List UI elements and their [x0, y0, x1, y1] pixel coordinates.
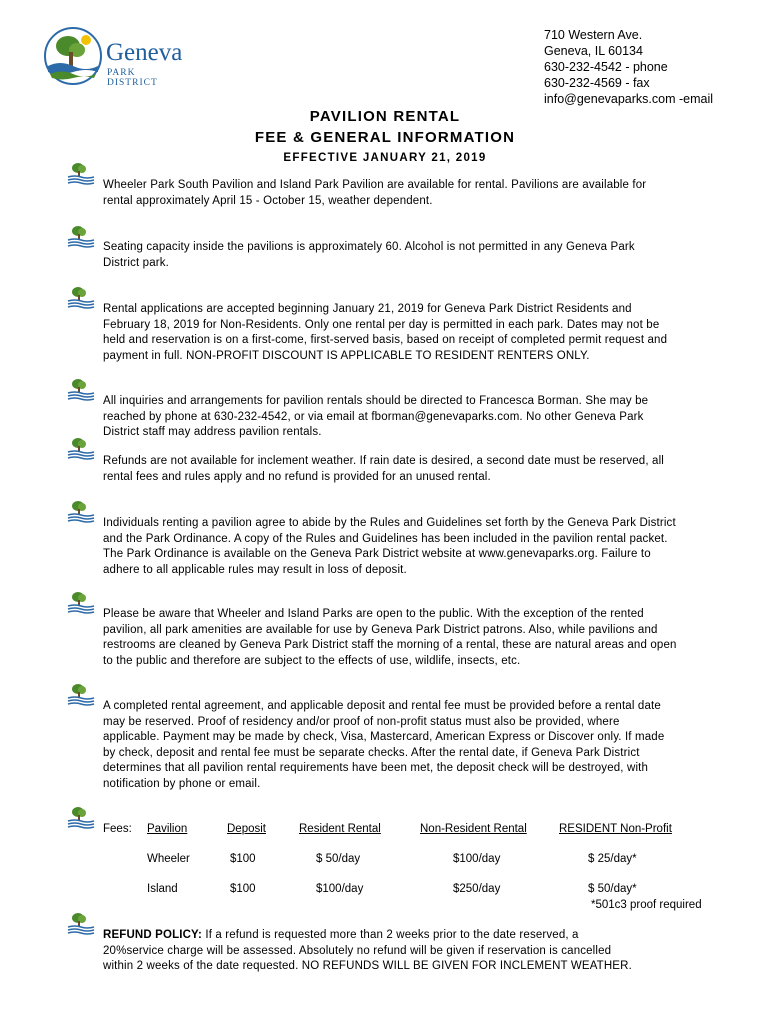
text-line: within 2 weeks of the date requested. NO REFUNDS WILL BE GIVEN FOR INCLEMENT WEATHER. [103, 960, 632, 972]
effective-date: EFFECTIVE JANUARY 21, 2019 [283, 152, 487, 164]
tree-bullet-icon [67, 500, 95, 524]
tree-emblem-icon [44, 26, 102, 86]
text-line: applicable. Payment may be made by check, Visa, Mastercard, American Express or Discover only. If made [103, 731, 665, 743]
tree-bullet-icon [67, 162, 95, 186]
section-public-access [103, 607, 733, 669]
header-deposit: Deposit [227, 823, 266, 835]
header-resident-rental: Resident Rental [299, 823, 381, 835]
header-non-resident-rental: Non-Resident Rental [420, 823, 527, 835]
cell-wheeler-non-resident: $100/day [453, 853, 501, 865]
section-payment [103, 699, 733, 792]
text-line: Please be aware that Wheeler and Island Parks are open to the public. With the exception of the rented [103, 608, 644, 620]
section-refunds [103, 454, 733, 485]
text-line: February 18, 2019 for Non-Residents. Only one rental per day is permitted in each park. Dates may not be [103, 318, 660, 331]
refund-policy [103, 928, 733, 975]
page-title: PAVILION RENTAL [309, 108, 461, 125]
tree-bullet-icon [67, 683, 95, 707]
geneva-park-district-logo [44, 26, 184, 88]
text-line: District park. [103, 256, 169, 269]
text-line: payment in full. NON-PROFIT DISCOUNT IS APPLICABLE TO RESIDENT RENTERS ONLY. [103, 349, 590, 362]
logo-subtitle: PARK DISTRICT [107, 68, 158, 88]
tree-bullet-icon [67, 806, 95, 830]
text-line: If a refund is requested more than 2 weeks prior to the date reserved, a [202, 929, 579, 941]
text-line: Individuals renting a pavilion agree to abide by the Rules and Guidelines set forth by the Geneva Park District [103, 517, 676, 529]
text-line: by check, deposit and rental fee must be separate checks. After the rental date, if Geneva Park District [103, 746, 640, 759]
section-seating [103, 240, 733, 271]
fax-line: 630-232-4569 - fax [544, 76, 650, 90]
cell-wheeler-resident: $ 50/day [316, 853, 361, 865]
page-subtitle: FEE & GENERAL INFORMATION [254, 129, 516, 146]
contact-block [544, 27, 713, 107]
text-line: Rental applications are accepted beginning January 21, 2019 for Geneva Park District Residents and [103, 303, 632, 315]
non-profit-note: *501c3 proof required [591, 899, 702, 911]
text-line: restrooms are cleaned by Geneva Park District staff the morning of a rental, these are natural areas and open [103, 639, 677, 651]
address-line: 710 Western Ave. [544, 28, 643, 42]
tree-bullet-icon [67, 591, 95, 615]
section-availability [103, 178, 733, 209]
cell-island-non-resident: $250/day [453, 883, 501, 895]
tree-bullet-icon [67, 437, 95, 461]
header-resident-non-profit: RESIDENT Non-Profit [559, 823, 672, 835]
phone-line: 630-232-4542 - phone [544, 60, 668, 74]
text-line: adhere to all applicable rules may result in loss of deposit. [103, 563, 407, 576]
tree-bullet-icon [67, 225, 95, 249]
text-line: All inquiries and arrangements for pavilion rentals should be directed to Francesca Borman. She may be [103, 395, 649, 407]
text-line: and the Park Ordinance. A copy of the Rules and Guidelines has been included in the pavilion rental packet. [103, 532, 668, 545]
text-line: 20%service charge will be assessed. Absolutely no refund will be given if reservation is cancelled [103, 944, 612, 957]
cell-island-deposit: $100 [230, 883, 256, 895]
text-line: A completed rental agreement, and applicable deposit and rental fee must be provided before a rental date [103, 700, 661, 712]
text-line: determines that all pavilion rental requirements have been met, the deposit check will be destroyed, with [103, 762, 649, 774]
text-line: Refunds are not available for inclement weather. If rain date is desired, a second date must be reserved, all [103, 455, 664, 467]
text-line: Seating capacity inside the pavilions is approximately 60. Alcohol is not permitted in any Geneva Park [103, 241, 635, 253]
tree-bullet-icon [67, 378, 95, 402]
cell-wheeler-non-profit: $ 25/day* [588, 853, 637, 865]
section-applications [103, 302, 733, 364]
text-line: reached by phone at 630-232-4542, or via email at fborman@genevaparks.com. No other Geneva Park [103, 410, 644, 423]
cell-wheeler-deposit: $100 [230, 853, 256, 865]
text-line: notification by phone or email. [103, 777, 261, 790]
section-rules [103, 516, 733, 578]
text-line: held and reservation is on a first-come, first-served basis, based on receipt of completed permit request and [103, 334, 668, 346]
text-line: pavilion, all park amenities are available for use by Geneva Park District patrons. Also, while pavilions and [103, 623, 658, 636]
email-line: info@genevaparks.com -email [544, 92, 714, 106]
tree-bullet-icon [67, 286, 95, 310]
text-line: to the public and therefore are subject to the effects of use, wildlife, insects, etc. [103, 654, 521, 667]
fees-label: Fees: [103, 823, 132, 835]
text-line: rental fees and rules apply and no refund is provided for an unused rental. [103, 470, 491, 483]
tree-bullet-icon [67, 912, 95, 936]
text-line: may be reserved. Proof of residency and/or proof of non-profit status must also be provided, where [103, 715, 620, 728]
text-line: rental approximately April 15 - October 15, weather dependent. [103, 194, 433, 207]
text-line: Wheeler Park South Pavilion and Island Park Pavilion are available for rental. Pavilions are available for [103, 179, 647, 191]
cell-wheeler-pavilion: Wheeler [147, 853, 190, 865]
city-line: Geneva, IL 60134 [544, 44, 643, 58]
text-line: District staff may address pavilion rentals. [103, 426, 322, 438]
cell-island-non-profit: $ 50/day* [588, 883, 637, 895]
header-pavilion: Pavilion [147, 823, 188, 835]
refund-policy-label: REFUND POLICY: [103, 929, 202, 941]
section-inquiries [103, 394, 733, 441]
logo-name: Geneva [106, 39, 183, 66]
cell-island-pavilion: Island [147, 883, 178, 895]
text-line: The Park Ordinance is available on the Geneva Park District website at www.genevaparks.org. Failure to [103, 548, 651, 560]
cell-island-resident: $100/day [316, 883, 364, 895]
